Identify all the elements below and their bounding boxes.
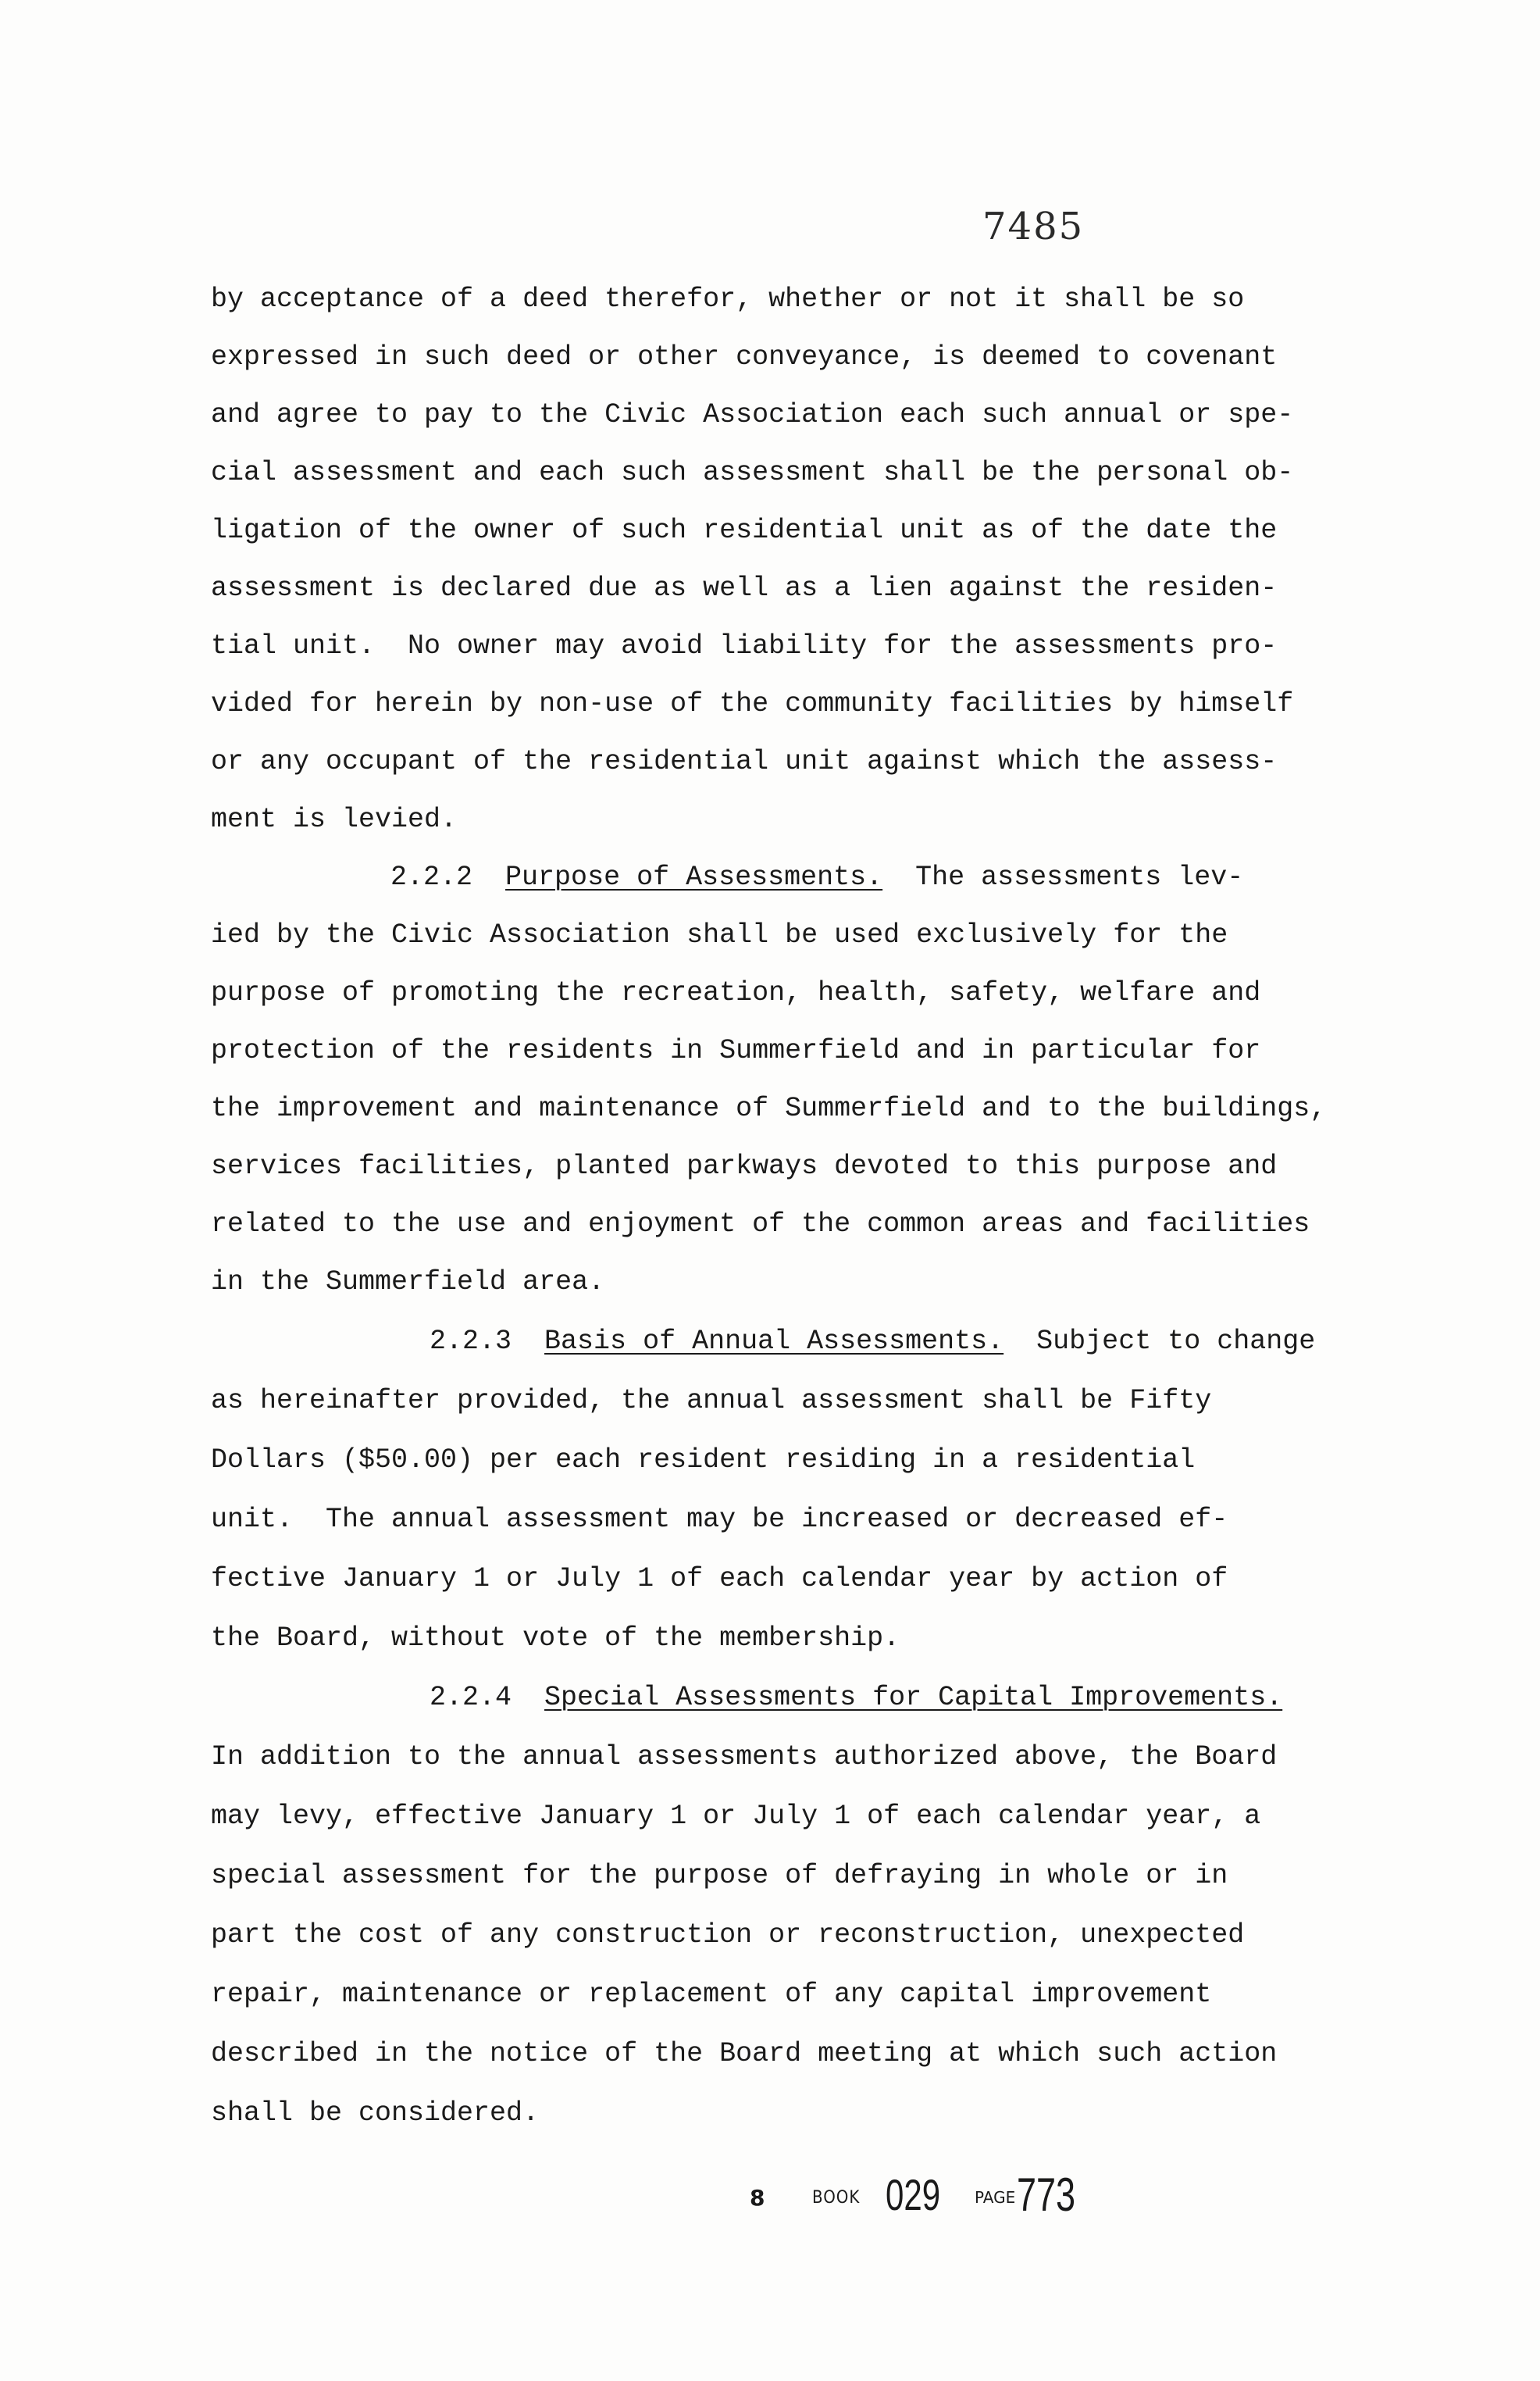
section-number: 2.2.2 [390,862,473,893]
body-line: ied by the Civic Association shall be used exclusively for the [211,919,1228,951]
book-label: BOOK [812,2188,861,2208]
body-line: vided for herein by non-use of the community facilities by himself [211,688,1294,719]
body-line: tial unit. No owner may avoid liability for the assessments pro- [211,630,1278,662]
page-number: 8 [750,2185,765,2211]
section-heading-line [390,861,1243,894]
body-line: purpose of promoting the recreation, health, safety, welfare and [211,977,1261,1008]
section-number: 2.2.4 [430,1682,512,1713]
section-heading-line [430,1681,1282,1714]
section-heading: Basis of Annual Assessments. [544,1326,1004,1357]
body-line: as hereinafter provided, the annual assessment shall be Fifty [211,1385,1212,1416]
section-heading: Purpose of Assessments. [505,862,883,893]
body-line: cial assessment and each such assessment shall be the personal ob- [211,457,1294,488]
body-line: part the cost of any construction or reconstruction, unexpected [211,1919,1245,1951]
section-number: 2.2.3 [430,1326,512,1357]
body-line: protection of the residents in Summerfield and in particular for [211,1035,1261,1066]
body-line: described in the notice of the Board meeting at which such action [211,2038,1278,2069]
section-heading-line [430,1325,1315,1358]
recording-number: 7485 [982,205,1085,248]
section-heading: Special Assessments for Capital Improvements. [544,1682,1283,1713]
body-line: Dollars ($50.00) per each resident residing in a residential [211,1444,1196,1476]
body-line: related to the use and enjoyment of the common areas and facilities [211,1208,1310,1240]
body-line: services facilities, planted parkways devoted to this purpose and [211,1151,1278,1182]
body-line: In addition to the annual assessments authorized above, the Board [211,1741,1278,1772]
body-line: ligation of the owner of such residential unit as of the date the [211,515,1278,546]
body-line: shall be considered. [211,2097,540,2129]
body-line: may levy, effective January 1 or July 1 of each calendar year, a [211,1801,1261,1832]
body-line: assessment is declared due as well as a lien against the residen- [211,573,1278,604]
body-line: special assessment for the purpose of defraying in whole or in [211,1860,1228,1891]
body-line: by acceptance of a deed therefor, whether or not it shall be so [211,284,1245,315]
body-line: repair, maintenance or replacement of any capital improvement [211,1979,1212,2010]
body-line: fective January 1 or July 1 of each calendar year by action of [211,1563,1228,1594]
book-number: 029 [886,2170,941,2219]
section-heading-rest: The assessments lev- [915,862,1244,893]
body-line: ment is levied. [211,804,458,835]
page-label: PAGE [975,2188,1016,2207]
body-line: and agree to pay to the Civic Association each such annual or spe- [211,399,1294,430]
body-line: or any occupant of the residential unit against which the assess- [211,746,1278,777]
body-line: the Board, without vote of the membership. [211,1622,900,1654]
section-heading-rest: Subject to change [1036,1326,1316,1357]
body-line: unit. The annual assessment may be increased or decreased ef- [211,1504,1228,1535]
body-line: in the Summerfield area. [211,1266,605,1298]
body-line: the improvement and maintenance of Summerfield and to the buildings, [211,1093,1327,1124]
body-line: expressed in such deed or other conveyance, is deemed to covenant [211,341,1278,373]
page-footer [0,2168,1540,2230]
page-reference: 773 [1017,2169,1076,2221]
